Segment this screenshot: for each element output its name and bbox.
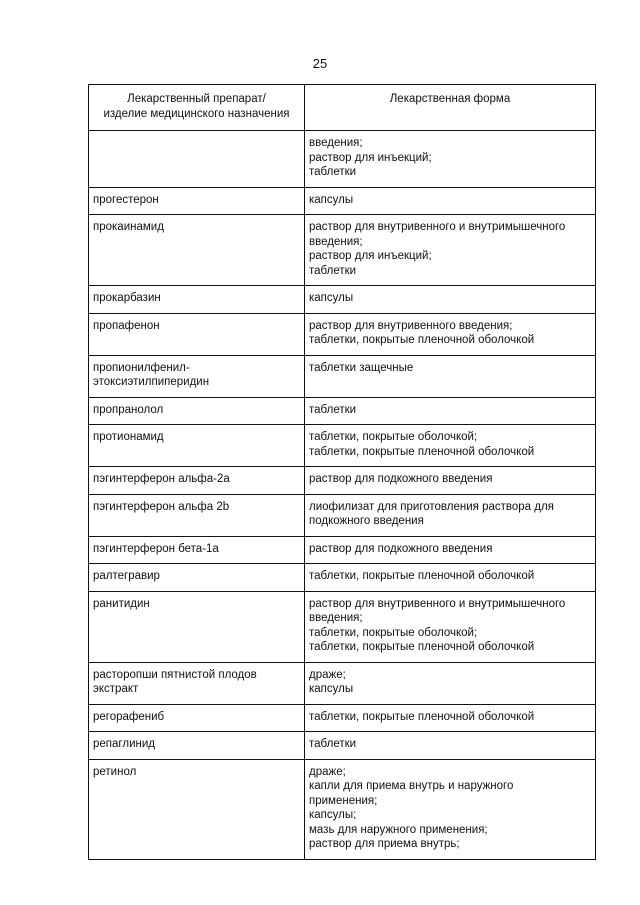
dosage-form-line: таблетки, покрытые пленочной оболочкой bbox=[309, 710, 535, 723]
dosage-form-cell bbox=[305, 355, 596, 397]
dosage-form-line: капсулы bbox=[309, 683, 354, 695]
dosage-form-cell bbox=[305, 286, 596, 314]
drug-name-cell bbox=[89, 732, 305, 760]
table-row bbox=[89, 215, 596, 286]
drug-name-line: расторопши пятнистой плодов bbox=[93, 668, 257, 681]
table-row bbox=[89, 536, 596, 564]
dosage-form-line: подкожного введения bbox=[309, 515, 424, 527]
table-row bbox=[89, 591, 596, 662]
dosage-form-line: раствор для внутривенного и внутримышечного bbox=[309, 597, 566, 610]
header-form: Лекарственная форма bbox=[305, 85, 596, 131]
dosage-form-line: таблетки, покрытые пленочной оболочкой bbox=[309, 334, 535, 346]
dosage-form-cell bbox=[305, 467, 596, 495]
dosage-form-cell bbox=[305, 131, 596, 188]
dosage-form-line: введения; bbox=[309, 612, 363, 624]
dosage-form-cell bbox=[305, 215, 596, 286]
drug-name-line: ранитидин bbox=[93, 597, 150, 610]
drug-name-line: прокаинамид bbox=[93, 221, 164, 233]
dosage-form-line: применения; bbox=[309, 794, 378, 807]
dosage-form-cell bbox=[305, 397, 596, 425]
dosage-form-line: драже; bbox=[309, 765, 346, 778]
dosage-form-line: капсулы; bbox=[309, 809, 357, 821]
dosage-form-cell bbox=[305, 313, 596, 355]
dosage-form-line: таблетки защечные bbox=[309, 361, 414, 374]
drug-name-cell bbox=[89, 759, 305, 859]
table-row bbox=[89, 564, 596, 592]
dosage-form-line: введения; bbox=[309, 137, 363, 149]
drug-name-line: пропранолол bbox=[93, 403, 164, 416]
dosage-form-line: раствор для инъекций; bbox=[309, 250, 432, 262]
header-drug-line-1: Лекарственный препарат/ bbox=[127, 93, 266, 105]
dosage-form-line: драже; bbox=[309, 668, 346, 681]
dosage-form-line: раствор для подкожного введения bbox=[309, 473, 493, 485]
dosage-form-line: лиофилизат для приготовления раствора для bbox=[309, 500, 554, 513]
table-row bbox=[89, 187, 596, 215]
header-drug-line-2: изделие медицинского назначения bbox=[103, 107, 290, 120]
drug-name-line: этоксиэтилпиперидин bbox=[93, 376, 210, 388]
table-row bbox=[89, 313, 596, 355]
drug-table bbox=[88, 84, 596, 860]
dosage-form-cell bbox=[305, 425, 596, 467]
drug-name-cell bbox=[89, 494, 305, 536]
table-row bbox=[89, 355, 596, 397]
drug-name-cell bbox=[89, 662, 305, 704]
drug-name-cell bbox=[89, 425, 305, 467]
dosage-form-cell bbox=[305, 591, 596, 662]
dosage-form-line: таблетки bbox=[309, 403, 357, 416]
dosage-form-line: раствор для инъекций; bbox=[309, 151, 432, 164]
drug-name-cell bbox=[89, 591, 305, 662]
dosage-form-cell bbox=[305, 536, 596, 564]
drug-name-cell bbox=[89, 704, 305, 732]
table-header bbox=[89, 85, 596, 131]
dosage-form-cell bbox=[305, 564, 596, 592]
dosage-form-line: таблетки bbox=[309, 166, 357, 178]
dosage-form-line: капсулы bbox=[309, 193, 354, 206]
table-row bbox=[89, 467, 596, 495]
drug-name-cell bbox=[89, 187, 305, 215]
page-number: 25 bbox=[312, 56, 328, 71]
dosage-form-line: таблетки, покрытые пленочной оболочкой bbox=[309, 445, 535, 458]
table-row bbox=[89, 425, 596, 467]
dosage-form-line: раствор для внутривенного введения; bbox=[309, 319, 513, 332]
dosage-form-line: мазь для наружного применения; bbox=[309, 823, 488, 836]
drug-name-line: протионамид bbox=[93, 431, 164, 443]
header-drug bbox=[89, 85, 305, 131]
table-row bbox=[89, 397, 596, 425]
drug-name-line: ралтегравир bbox=[93, 570, 160, 582]
dosage-form-cell bbox=[305, 494, 596, 536]
dosage-form-cell bbox=[305, 187, 596, 215]
header-row bbox=[89, 85, 596, 131]
drug-name-cell bbox=[89, 131, 305, 188]
drug-name-line: прокарбазин bbox=[93, 292, 161, 304]
drug-name-line: пэгинтерферон альфа 2b bbox=[93, 500, 230, 513]
drug-name-cell bbox=[89, 467, 305, 495]
drug-name-line: пропионилфенил- bbox=[93, 361, 190, 374]
drug-name-cell bbox=[89, 564, 305, 592]
table-row bbox=[89, 759, 596, 859]
drug-name-cell bbox=[89, 355, 305, 397]
dosage-form-line: таблетки, покрытые оболочкой; bbox=[309, 626, 478, 639]
drug-name-line: пэгинтерферон альфа-2а bbox=[93, 473, 230, 485]
drug-name-line: ретинол bbox=[93, 765, 137, 778]
drug-name-cell bbox=[89, 286, 305, 314]
drug-name-line: экстракт bbox=[93, 683, 139, 695]
dosage-form-cell bbox=[305, 759, 596, 859]
drug-name-line: регорафениб bbox=[93, 710, 165, 723]
dosage-form-line: капсулы bbox=[309, 292, 354, 304]
dosage-form-line: капли для приема внутрь и наружного bbox=[309, 780, 514, 792]
drug-name-cell bbox=[89, 536, 305, 564]
table-row bbox=[89, 494, 596, 536]
dosage-form-line: таблетки bbox=[309, 264, 357, 277]
table-row bbox=[89, 704, 596, 732]
dosage-form-cell bbox=[305, 662, 596, 704]
dosage-form-line: раствор для приема внутрь; bbox=[309, 838, 460, 850]
table-row bbox=[89, 732, 596, 760]
dosage-form-cell bbox=[305, 732, 596, 760]
dosage-form-line: таблетки, покрытые оболочкой; bbox=[309, 431, 478, 443]
drug-name-cell bbox=[89, 215, 305, 286]
drug-name-cell bbox=[89, 397, 305, 425]
drug-name-line: прогестерон bbox=[93, 193, 159, 206]
dosage-form-line: таблетки bbox=[309, 738, 357, 750]
drug-name-line: пэгинтерферон бета-1а bbox=[93, 542, 219, 555]
drug-name-line: пропафенон bbox=[93, 319, 160, 332]
dosage-form-cell bbox=[305, 704, 596, 732]
drug-name-line: репаглинид bbox=[93, 738, 155, 750]
dosage-form-line: раствор для внутривенного и внутримышечного bbox=[309, 221, 566, 233]
table-row bbox=[89, 662, 596, 704]
table-body bbox=[89, 131, 596, 860]
dosage-form-line: таблетки, покрытые пленочной оболочкой bbox=[309, 641, 535, 653]
dosage-form-line: таблетки, покрытые пленочной оболочкой bbox=[309, 570, 535, 582]
dosage-form-line: введения; bbox=[309, 235, 363, 248]
drug-name-cell bbox=[89, 313, 305, 355]
table-row bbox=[89, 131, 596, 188]
dosage-form-line: раствор для подкожного введения bbox=[309, 542, 493, 555]
table-row bbox=[89, 286, 596, 314]
